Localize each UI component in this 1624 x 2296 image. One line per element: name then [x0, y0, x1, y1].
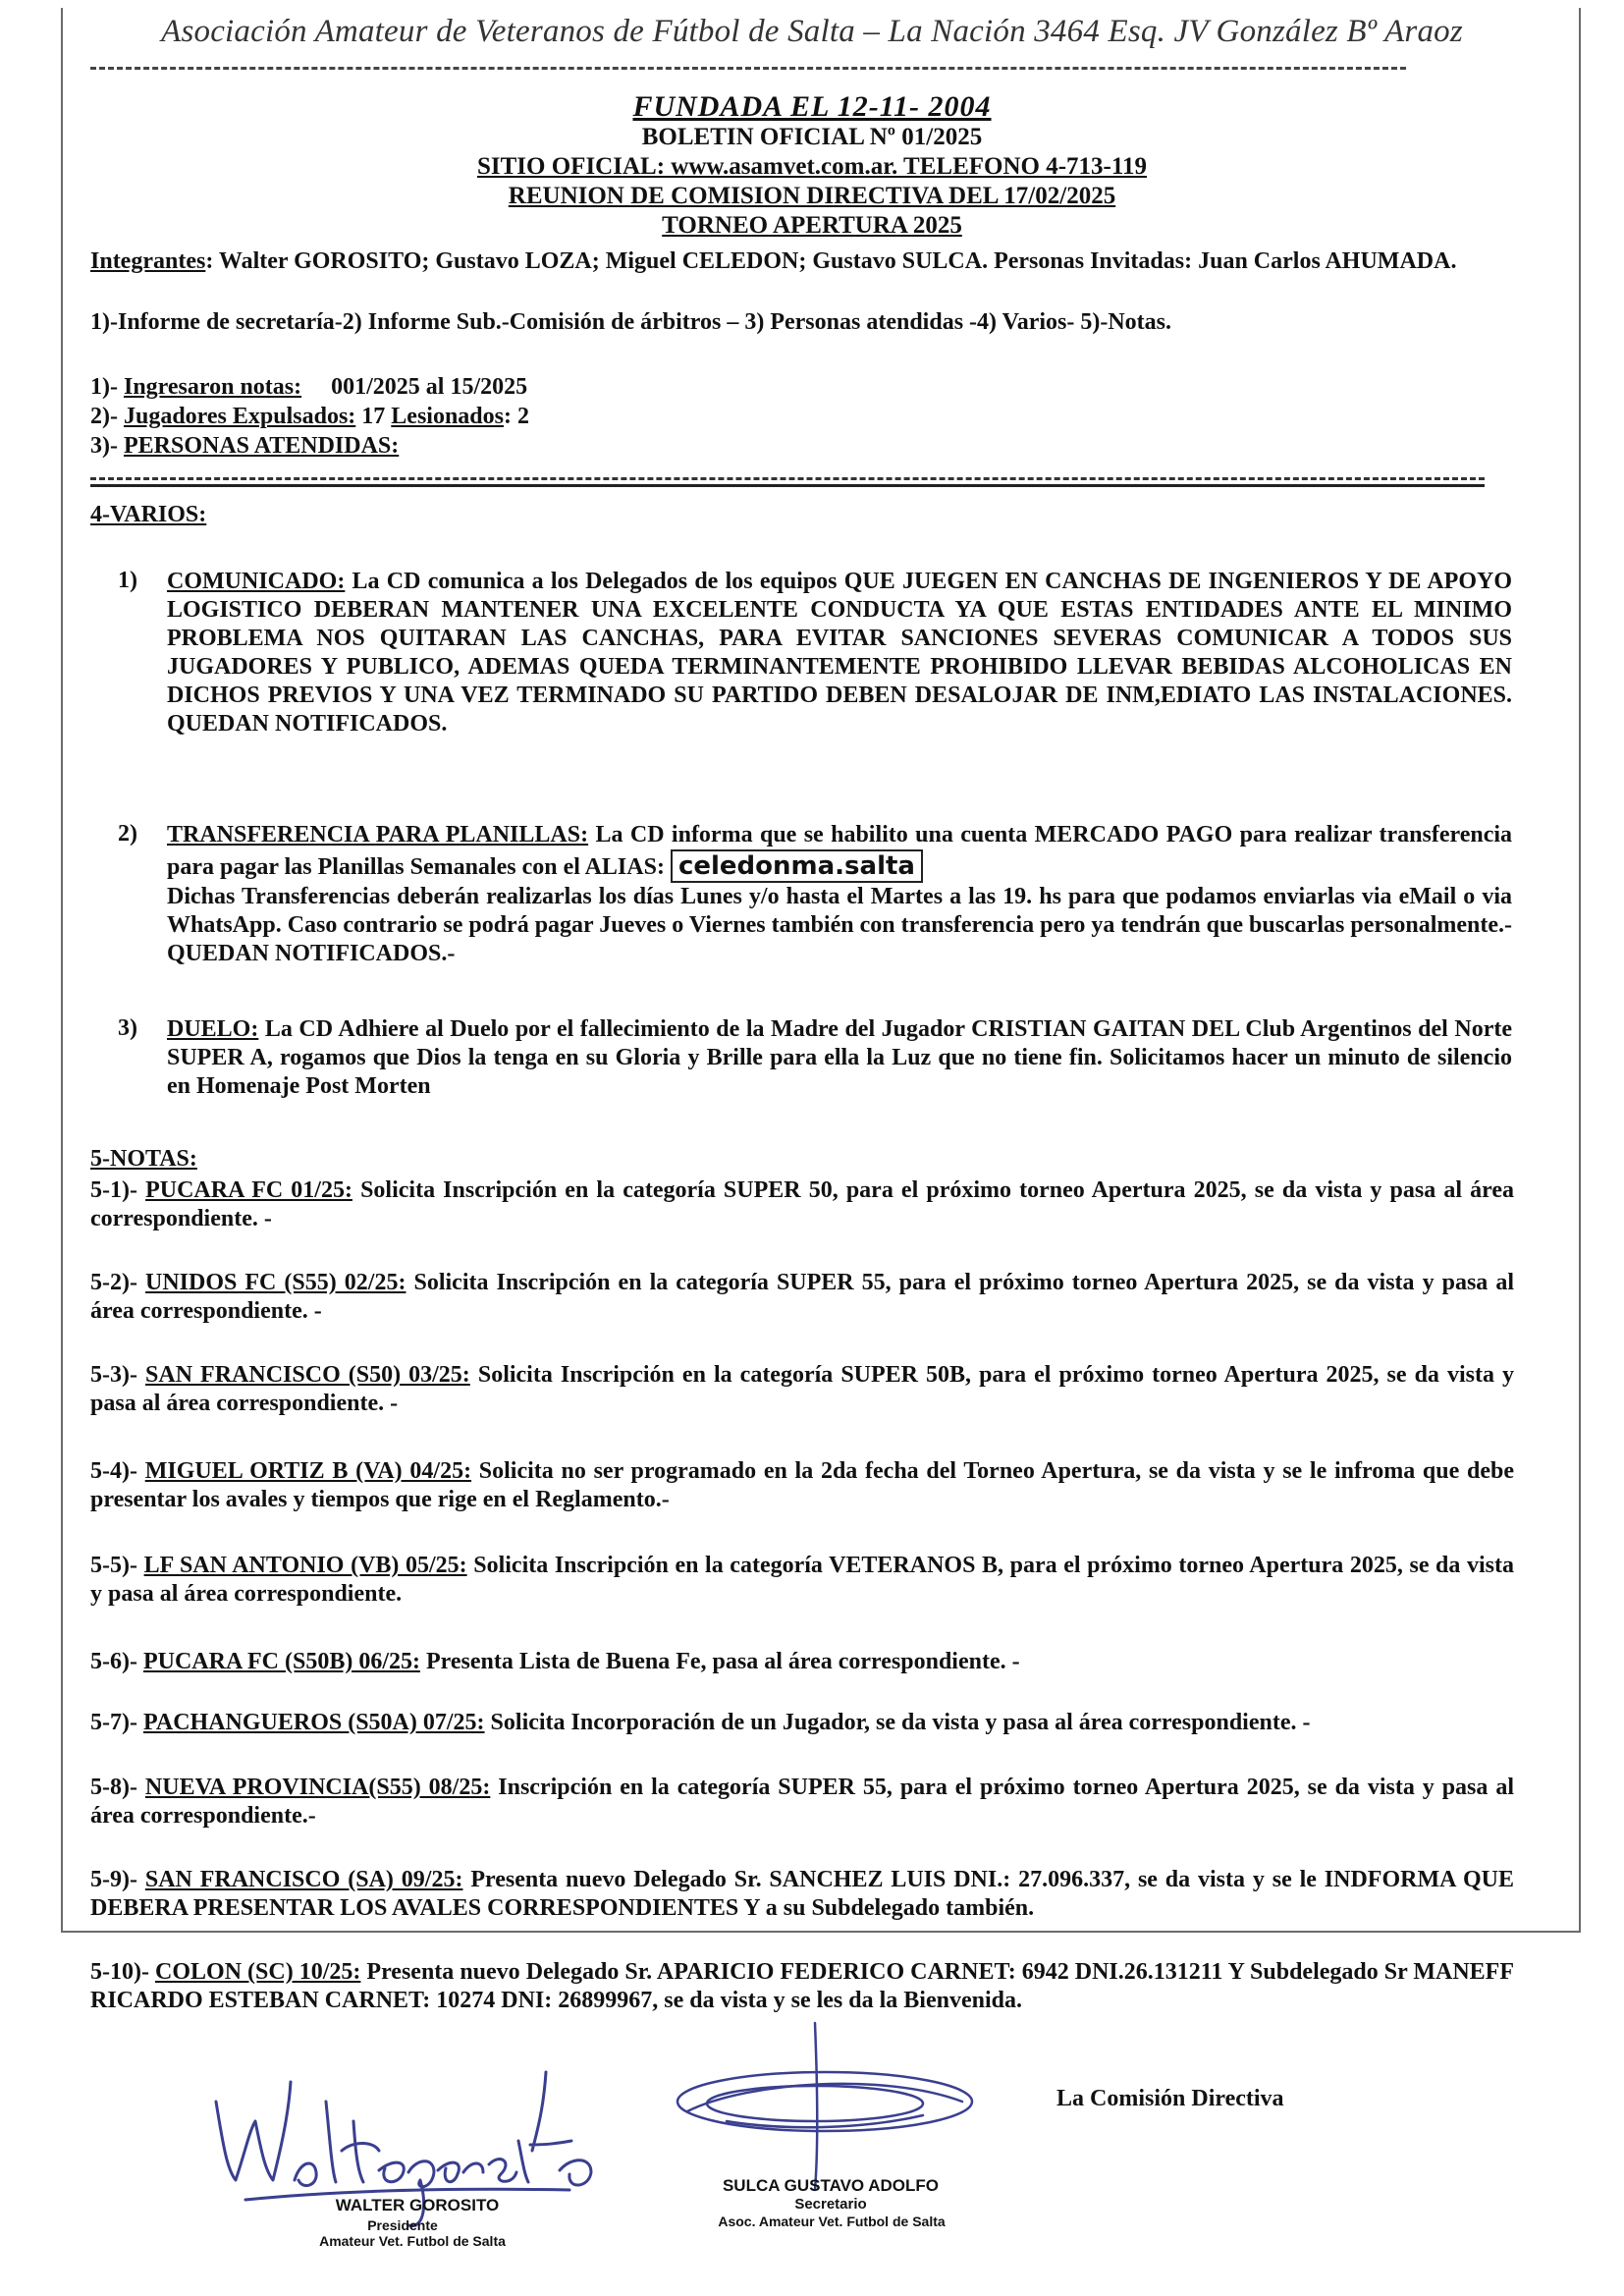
stat-prefix: 3)-: [90, 433, 124, 459]
page-frame-left: [61, 8, 63, 1933]
nota-text: Presenta Lista de Buena Fe, pasa al área correspondiente. -: [419, 1649, 1020, 1674]
nota-heading: LF SAN ANTONIO (VB) 05/25:: [143, 1553, 467, 1578]
stat-value: 001/2025 al 15/2025: [331, 374, 528, 400]
nota-item: [90, 1269, 1514, 1326]
nota-heading: NUEVA PROVINCIA(S55) 08/25:: [144, 1775, 491, 1800]
signature-right-org: Asoc. Amateur Vet. Futbol de Salta: [718, 2214, 946, 2229]
signature-right-role: Secretario: [794, 2196, 867, 2213]
signature-left-role: Presidente: [367, 2217, 438, 2233]
stat-value: : 2: [503, 404, 529, 429]
notas-title: 5-NOTAS:: [90, 1146, 197, 1172]
nota-text: Solicita Inscripción en la categoría SUPER 50, para el próximo torneo Apertura 2025, se da vista y pasa al área correspondiente. -: [90, 1177, 1514, 1231]
varios-item-heading: DUELO:: [167, 1016, 259, 1042]
nota-text: Solicita Incorporación de un Jugador, se da vista y pasa al área correspondiente. -: [484, 1710, 1311, 1735]
nota-text: Solicita Inscripción en la categoría SUPER 50B, para el próximo torneo Apertura 2025, se da vista y pasa al área correspondiente. -: [90, 1362, 1514, 1416]
nota-heading: PUCARA FC (S50B) 06/25:: [142, 1649, 420, 1674]
nota-item: [90, 1774, 1514, 1831]
stat-notes-received: [90, 373, 1072, 402]
varios-item-text-continued: Dichas Transferencias deberán realizarlas los días Lunes y/o hasta el Martes a las 19. hs para que podamos enviarlas via eMail o via WhatsApp. Caso contrario se podrá pagar Jueves o Viernes también con transferencia pero ya tendrán que buscarlas personalmente.- QUEDAN NOTIFICADOS.-: [167, 884, 1512, 966]
varios-item-transferencia: [167, 821, 1512, 968]
nota-heading: MIGUEL ORTIZ B (VA) 04/25:: [144, 1458, 472, 1484]
signature-right-icon: [668, 2013, 982, 2200]
varios-item-comunicado: [167, 568, 1512, 738]
nota-item: [90, 1552, 1514, 1609]
nota-item: [90, 1648, 1514, 1676]
stat-prefix: 1)-: [90, 374, 124, 400]
varios-item-text: La CD Adhiere al Duelo por el fallecimiento de la Madre del Jugador CRISTIAN GAITAN DEL Club Argentinos del Norte SUPER A, rogamos que Dios la tenga en su Gloria y Brille para ella la Luz que no tiene fin. Solicitamos hacer un minuto de silencio en Homenaje Post Morten: [167, 1016, 1512, 1099]
organization-header: Asociación Amateur de Veteranos de Fútbol de Salta – La Nación 3464 Esq. JV González Bº Araoz: [161, 14, 1463, 49]
signature-left-name: WALTER GOROSITO: [335, 2196, 500, 2214]
signature-left-org: Amateur Vet. Futbol de Salta: [319, 2233, 506, 2249]
stat-label: PERSONAS ATENDIDAS:: [123, 433, 400, 459]
official-site-phone: SITIO OFICIAL: www.asamvet.com.ar. TELEFONO 4-713-119: [477, 153, 1147, 180]
nota-text: Solicita Inscripción en la categoría SUPER 55, para el próximo torneo Apertura 2025, se da vista y pasa al área correspondiente. -: [90, 1270, 1514, 1324]
nota-heading: SAN FRANCISCO (SA) 09/25:: [144, 1867, 463, 1892]
nota-prefix: 5-2)-: [90, 1270, 146, 1295]
stat-label: Lesionados: [391, 404, 504, 429]
signoff-comision: La Comisión Directiva: [1056, 2086, 1284, 2111]
page-frame-right: [1579, 8, 1581, 1933]
nota-heading: UNIDOS FC (S55) 02/25:: [145, 1270, 406, 1295]
nota-text: Solicita no ser programado en la 2da fecha del Torneo Apertura, se da vista y se le infroma que debe presentar los avales y tiempos que rige en el Reglamento.-: [90, 1458, 1514, 1512]
nota-prefix: 5-5)-: [90, 1553, 144, 1578]
nota-prefix: 5-10)-: [90, 1959, 156, 1985]
varios-item-heading: TRANSFERENCIA PARA PLANILLAS:: [167, 822, 589, 847]
founded-date: FUNDADA EL 12-11- 2004: [632, 90, 992, 123]
varios-item-heading: COMUNICADO:: [167, 569, 346, 594]
nota-prefix: 5-8)-: [90, 1775, 145, 1800]
varios-item-number: 1): [118, 568, 137, 593]
section-divider-dashed: [90, 477, 1485, 480]
header-divider: [90, 67, 1406, 70]
nota-text: Solicita Inscripción en la categoría VETERANOS B, para el próximo torneo Apertura 2025, se da vista y pasa al área correspondiente.: [90, 1553, 1514, 1607]
stat-attended: [90, 432, 1072, 461]
varios-item-text: La CD comunica a los Delegados de los equipos QUE JUEGEN EN CANCHAS DE INGENIEROS Y DE APOYO LOGISTICO DEBERAN MANTENER UNA EXCELENTE CONDUCTA YA QUE ESTAS ENTIDADES ANTE EL MINIMO PROBLEMA NOS QUITARAN LAS CANCHAS, PARA EVITAR SANCIONES SEVERAS COMUNICAR A TODOS SUS JUGADORES Y PUBLICO, ADEMAS QUEDA TERMINANTEMENTE PROHIBIDO LLEVAR BEBIDAS ALCOHOLICAS EN DICHOS PREVIOS Y UNA VEZ TERMINADO SU PARTIDO DEBEN DESALOJAR DE INM,EDIATO LAS INSTALACIONES. QUEDAN NOTIFICADOS.: [167, 569, 1512, 737]
varios-title: 4-VARIOS:: [90, 502, 207, 527]
tournament-title: TORNEO APERTURA 2025: [662, 212, 962, 239]
varios-item-number: 3): [118, 1015, 137, 1041]
nota-item: [90, 1457, 1514, 1514]
nota-item: [90, 1709, 1514, 1737]
members-label: Integrantes: [90, 248, 206, 274]
stat-label: Jugadores Expulsados:: [123, 404, 356, 429]
stat-label: Ingresaron notas:: [123, 374, 302, 400]
bulletin-number: BOLETIN OFICIAL Nº 01/2025: [641, 124, 983, 150]
section-divider-solid: [90, 484, 1485, 487]
nota-text: Presenta nuevo Delegado Sr. APARICIO FEDERICO CARNET: 6942 DNI.26.131211 Y Subdelegado Sr MANEFF RICARDO ESTEBAN CARNET: 10274 DNI: 26899967, se da vista y se les da la Bienvenida.: [90, 1959, 1515, 2013]
agenda-line: 1)-Informe de secretaría-2) Informe Sub.-Comisión de árbitros – 3) Personas atendidas -4) Varios- 5)-Notas.: [90, 309, 1172, 335]
nota-heading: PUCARA FC 01/25:: [145, 1177, 352, 1203]
nota-prefix: 5-7)-: [90, 1710, 143, 1735]
nota-item: [90, 1866, 1514, 1923]
nota-prefix: 5-1)-: [90, 1177, 146, 1203]
nota-prefix: 5-3)-: [90, 1362, 146, 1388]
varios-item-number: 2): [118, 821, 137, 847]
stat-players: [90, 403, 1072, 431]
nota-prefix: 5-4)-: [90, 1458, 145, 1484]
nota-text: Inscripción en la categoría SUPER 55, para el próximo torneo Apertura 2025, se da vista y pasa al área correspondiente.-: [90, 1775, 1514, 1829]
stat-value: 17: [355, 404, 392, 429]
nota-prefix: 5-9)-: [90, 1867, 145, 1892]
nota-prefix: 5-6)-: [90, 1649, 143, 1674]
nota-item: [90, 1958, 1514, 2015]
nota-heading: COLON (SC) 10/25:: [155, 1959, 361, 1985]
members-text: : Walter GOROSITO; Gustavo LOZA; Miguel CELEDON; Gustavo SULCA. Personas Invitadas: Juan Carlos AHUMADA.: [205, 248, 1457, 274]
nota-item: [90, 1361, 1514, 1418]
nota-heading: SAN FRANCISCO (S50) 03/25:: [145, 1362, 470, 1388]
varios-item-duelo: [167, 1015, 1512, 1101]
signature-right-name: SULCA GUSTAVO ADOLFO: [722, 2176, 940, 2195]
varios-item-text: La CD informa que se habilito una cuenta MERCADO PAGO para realizar transferencia para pagar las Planillas Semanales con el ALIAS:: [167, 822, 1513, 880]
nota-item: [90, 1176, 1514, 1233]
nota-text: Presenta nuevo Delegado Sr. SANCHEZ LUIS DNI.: 27.096.337, se da vista y se le INDFORMA QUE DEBERA PRESENTAR LOS AVALES CORRESPONDIENTES Y a su Subdelegado también.: [90, 1867, 1514, 1921]
meeting-title: REUNION DE COMISION DIRECTIVA DEL 17/02/2025: [508, 183, 1116, 209]
stat-prefix: 2)-: [90, 404, 124, 429]
nota-heading: PACHANGUEROS (S50A) 07/25:: [142, 1710, 485, 1735]
alias-box: celedonma.salta: [671, 849, 923, 883]
members-paragraph: [90, 247, 1514, 276]
page-frame-bottom: [61, 1931, 1581, 1933]
